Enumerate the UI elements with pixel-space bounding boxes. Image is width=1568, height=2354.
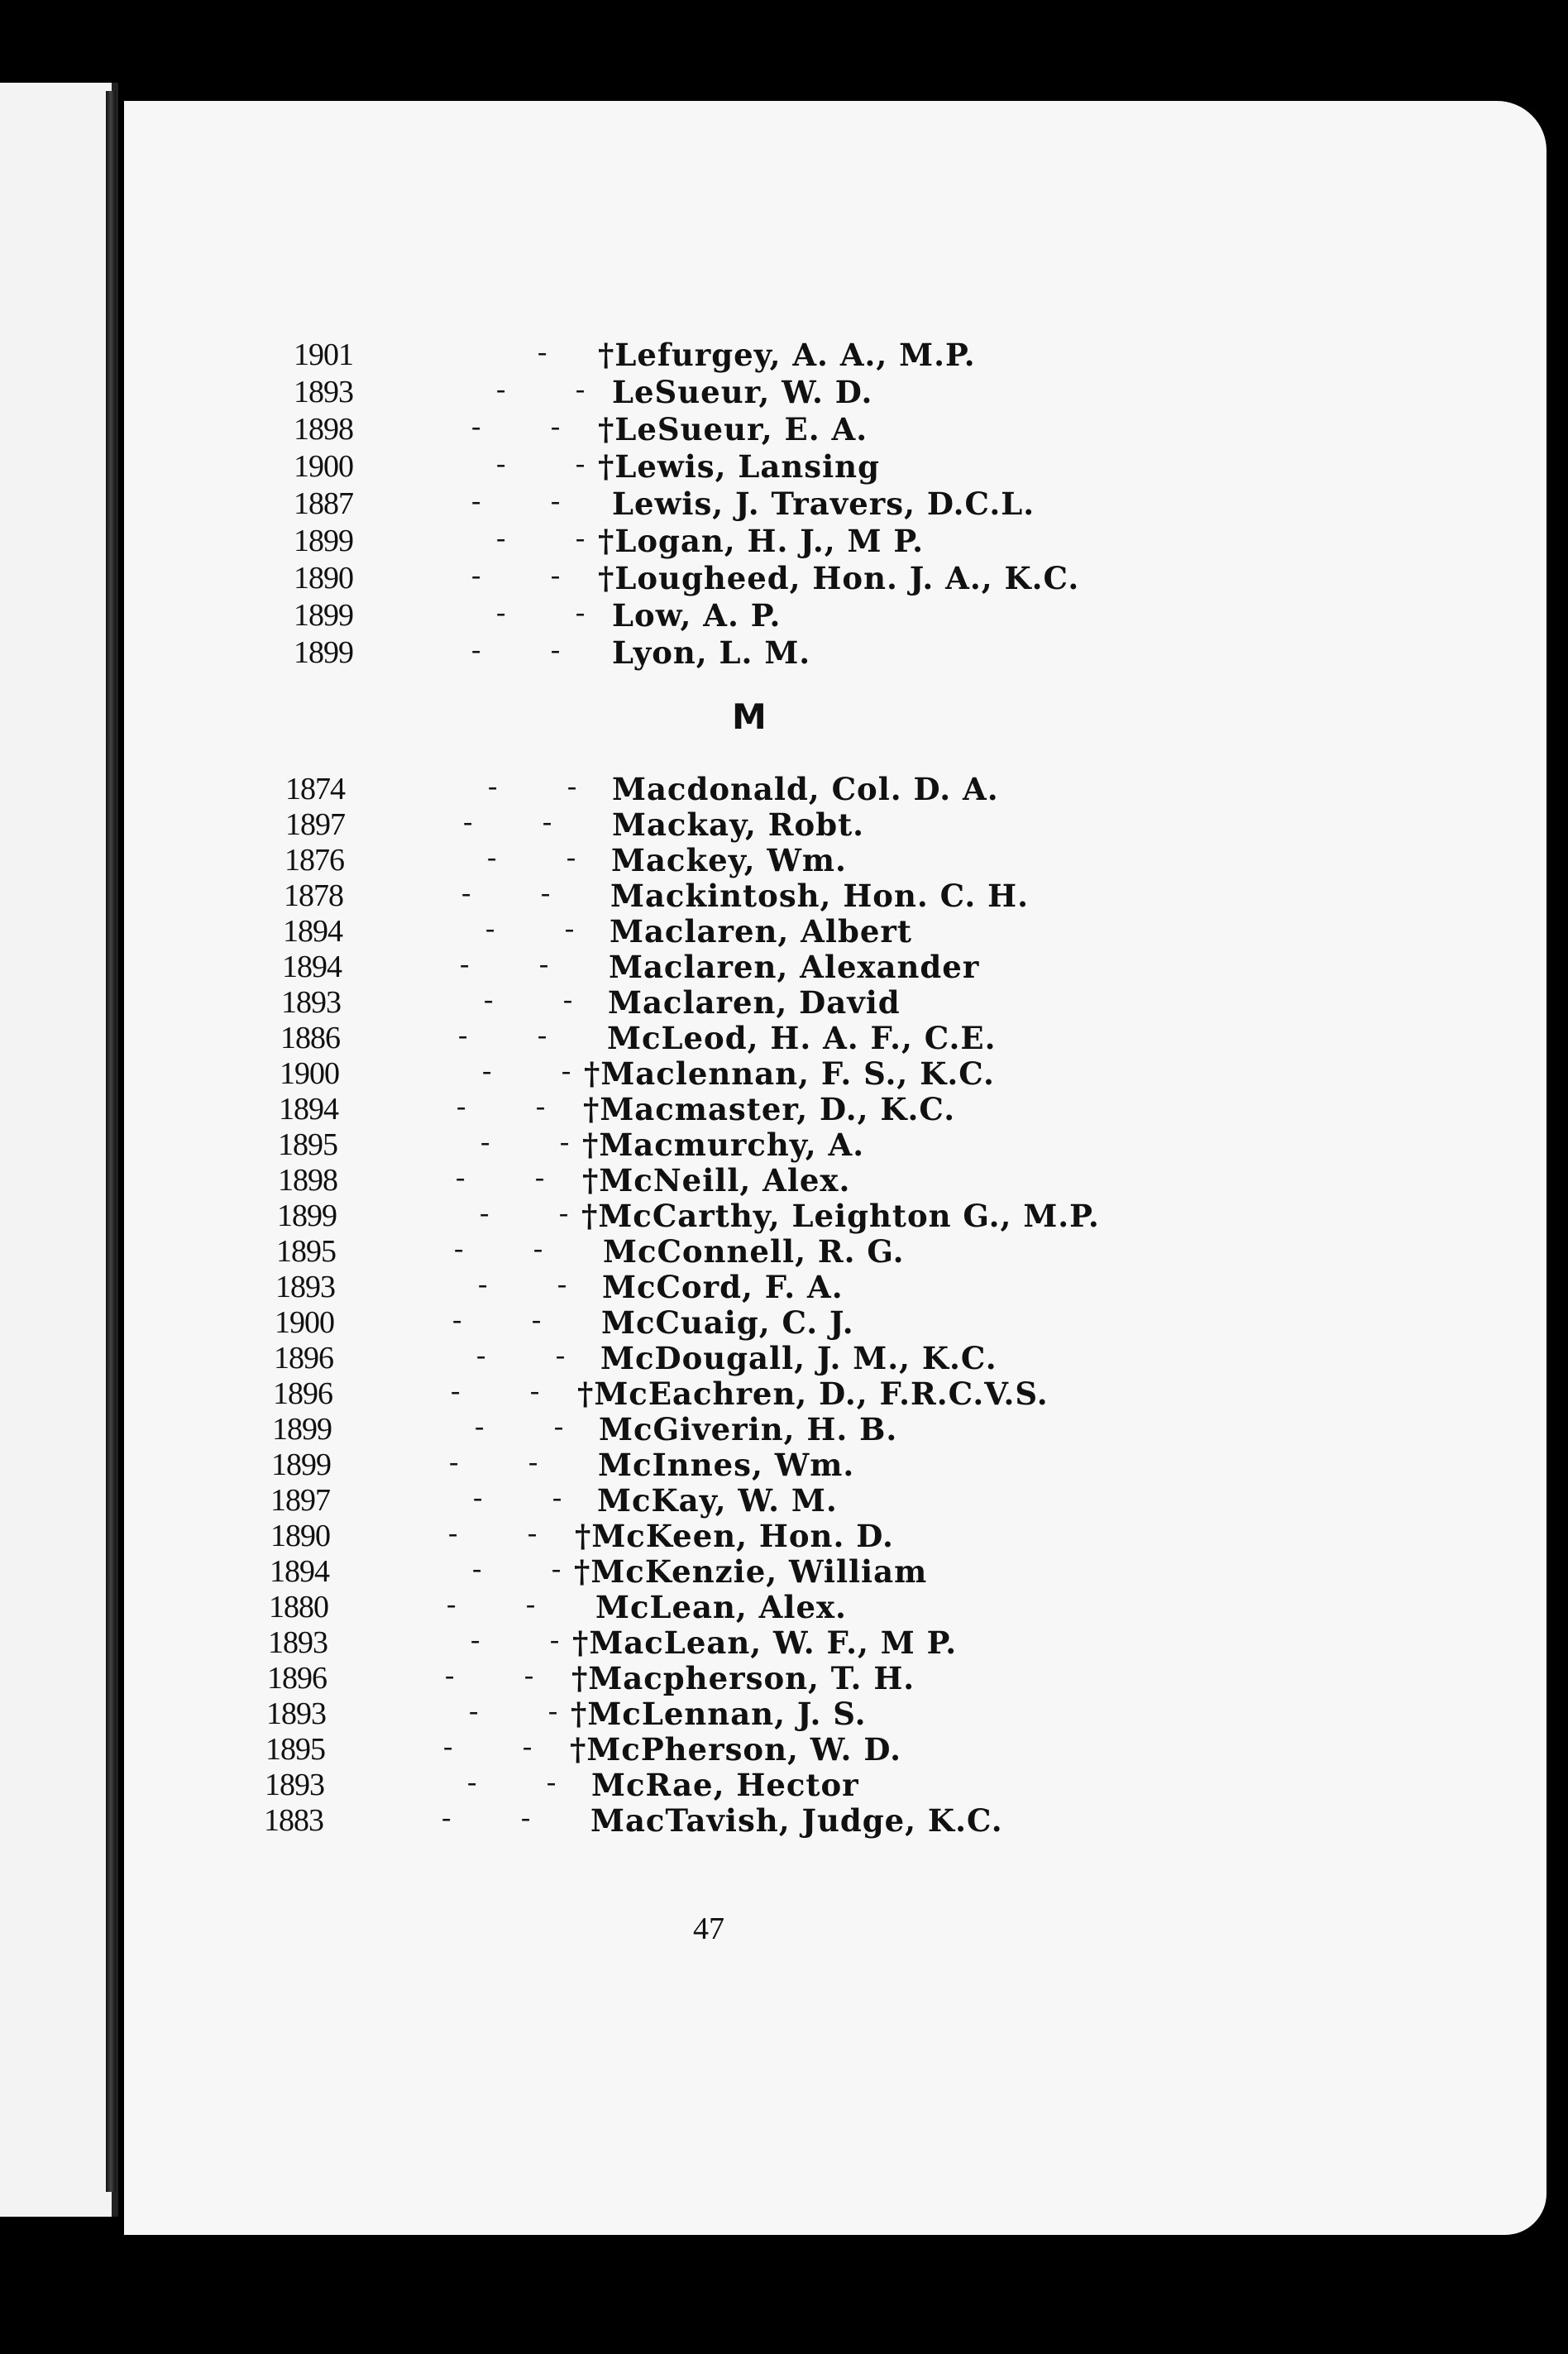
entry-year: 1893 <box>266 1696 326 1731</box>
entry-year: 1893 <box>275 1270 335 1304</box>
entry-name: McDougall, J. M., K.C. <box>600 1340 997 1376</box>
entry-dashes: - - <box>461 878 582 908</box>
entry-dashes: - - <box>487 842 608 873</box>
entry-name: Macdonald, Col. D. A. <box>612 771 999 807</box>
entry-row <box>124 1696 1546 1732</box>
entry-name: †McKenzie, William <box>574 1553 928 1590</box>
entry-year: 1895 <box>276 1234 336 1269</box>
entry-row <box>124 1198 1546 1234</box>
entry-name: †McPherson, W. D. <box>570 1731 901 1768</box>
entry-dashes: - - <box>496 523 617 553</box>
entry-dashes: - - <box>471 560 592 591</box>
entry-year: 1899 <box>294 635 353 670</box>
entry-year: 1886 <box>280 1021 340 1055</box>
entry-dashes: - - <box>478 1269 599 1299</box>
entry-dashes: - - <box>454 1233 575 1264</box>
entry-row <box>124 1802 1546 1839</box>
entry-dashes: - - <box>442 1802 562 1833</box>
entry-row <box>124 771 1546 807</box>
entry-row <box>124 878 1546 914</box>
entry-dashes: - - <box>471 411 592 442</box>
entry-year: 1895 <box>278 1127 337 1162</box>
entry-year: 1890 <box>294 561 353 596</box>
entry-dashes: - - <box>452 1304 573 1335</box>
entry-name: †McKeen, Hon. D. <box>575 1518 894 1554</box>
entry-row <box>124 1162 1546 1199</box>
entry-row <box>124 448 1546 485</box>
entry-dashes: - - <box>456 1162 576 1193</box>
entry-row <box>124 1091 1546 1127</box>
entry-row <box>124 1731 1546 1768</box>
entry-name: †McNeill, Alex. <box>582 1162 851 1199</box>
entry-name: †Macpherson, T. H. <box>571 1660 915 1696</box>
entry-dashes: - - <box>449 1447 570 1477</box>
entry-name: †Lougheed, Hon. J. A., K.C. <box>598 560 1080 596</box>
entry-year: 1899 <box>271 1447 331 1482</box>
entry-name: †McLennan, J. S. <box>571 1696 867 1732</box>
entry-row <box>124 337 1546 373</box>
entry-row <box>124 984 1546 1021</box>
entry-row <box>124 1518 1546 1554</box>
entry-name: Mackay, Robt. <box>612 806 865 843</box>
entry-row <box>124 1660 1546 1696</box>
entry-year: 1897 <box>270 1483 330 1518</box>
entry-year: 1893 <box>265 1768 324 1802</box>
entry-year: 1899 <box>294 524 353 558</box>
entry-row <box>124 374 1546 410</box>
entry-name: LeSueur, W. D. <box>612 374 873 410</box>
entry-year: 1893 <box>294 375 353 409</box>
entry-year: 1894 <box>279 1092 338 1127</box>
entry-name: Lyon, L. M. <box>612 634 811 671</box>
entry-name: McGiverin, H. B. <box>599 1411 898 1447</box>
entry-year: 1896 <box>267 1661 327 1696</box>
entry-row <box>124 1340 1546 1376</box>
entry-name: †Maclennan, F. S., K.C. <box>584 1055 995 1092</box>
entry-row <box>124 486 1546 522</box>
entry-row <box>124 560 1546 596</box>
entry-dashes: - - <box>471 634 592 665</box>
entry-dashes: - - <box>482 1055 603 1086</box>
entry-row <box>124 1447 1546 1483</box>
entry-row <box>124 1482 1546 1519</box>
entry-name: †Lefurgey, A. A., M.P. <box>598 337 976 373</box>
entry-row <box>124 949 1546 985</box>
entry-year: 1878 <box>284 878 343 913</box>
entry-year: 1900 <box>280 1056 339 1091</box>
entry-row <box>124 597 1546 634</box>
entry-name: McRae, Hector <box>591 1767 859 1803</box>
entry-row <box>124 1020 1546 1056</box>
entry-name: Maclaren, Albert <box>610 913 912 950</box>
entry-row <box>124 411 1546 447</box>
entry-dashes: - - <box>460 949 581 979</box>
entry-name: McCuaig, C. J. <box>601 1304 854 1341</box>
entry-dashes: - - <box>469 1696 590 1726</box>
entry-dashes: - - <box>467 1767 588 1797</box>
entry-year: 1894 <box>282 950 342 984</box>
entry-dashes: - - <box>484 984 605 1015</box>
entry-list <box>124 101 1546 2235</box>
entry-year: 1874 <box>285 772 345 806</box>
entry-name: Mackey, Wm. <box>611 842 847 878</box>
entry-row <box>124 913 1546 950</box>
entry-name: McLeod, H. A. F., C.E. <box>607 1020 997 1056</box>
entry-name: McInnes, Wm. <box>598 1447 855 1483</box>
entry-name: McKay, W. M. <box>597 1482 838 1519</box>
entry-row <box>124 1767 1546 1803</box>
entry-year: 1883 <box>264 1803 323 1838</box>
entry-year: 1901 <box>294 337 353 372</box>
entry-year: 1895 <box>265 1732 325 1767</box>
entry-dashes: - - <box>471 1624 591 1655</box>
entry-name: Low, A. P. <box>612 597 782 634</box>
entry-year: 1900 <box>294 449 353 484</box>
entry-name: Maclaren, David <box>608 984 901 1021</box>
entry-dashes: - - <box>476 1340 597 1371</box>
entry-dashes: - - <box>451 1376 571 1406</box>
entry-year: 1898 <box>278 1163 337 1198</box>
entry-row <box>124 1553 1546 1590</box>
entry-year: 1898 <box>294 412 353 447</box>
entry-year: 1900 <box>275 1305 334 1340</box>
entry-row <box>124 634 1546 671</box>
entry-year: 1897 <box>285 807 345 842</box>
entry-dashes: - - <box>458 1020 579 1050</box>
previous-page-edge <box>0 83 118 2217</box>
entry-dashes: - - <box>457 1091 577 1122</box>
entry-name: †Lewis, Lansing <box>598 448 880 485</box>
entry-row <box>124 523 1546 559</box>
entry-dashes: - - <box>480 1198 600 1228</box>
entry-name: McLean, Alex. <box>595 1589 847 1625</box>
entry-name: †LeSueur, E. A. <box>598 411 868 447</box>
entry-name: †Macmaster, D., K.C. <box>583 1091 956 1127</box>
entry-dashes: - - <box>488 771 609 801</box>
page <box>124 101 1546 2235</box>
entry-dashes: - - <box>443 1731 564 1762</box>
section-letter: M <box>732 696 767 737</box>
entry-year: 1893 <box>281 985 341 1020</box>
entry-year: 1887 <box>294 486 353 521</box>
entry-row <box>124 1127 1546 1163</box>
entry-dashes: - - <box>480 1127 601 1157</box>
entry-row <box>124 1411 1546 1447</box>
page-number: 47 <box>693 1911 724 1946</box>
entry-dashes: - - <box>448 1518 569 1548</box>
book-binding <box>106 91 116 2192</box>
entry-dashes: - - <box>445 1660 566 1691</box>
entry-row <box>124 1304 1546 1341</box>
entry-row <box>124 1233 1546 1270</box>
entry-year: 1899 <box>294 598 353 633</box>
entry-year: 1876 <box>284 843 344 878</box>
entry-dashes: - <box>538 337 579 367</box>
entry-dashes: - - <box>475 1411 595 1442</box>
entry-dashes: - - <box>447 1589 567 1620</box>
entry-dashes: - - <box>496 374 617 404</box>
entry-name: McCord, F. A. <box>602 1269 844 1305</box>
entry-name: †Logan, H. J., M P. <box>598 523 924 559</box>
entry-dashes: - - <box>496 597 617 628</box>
entry-year: 1896 <box>273 1376 332 1411</box>
entry-dashes: - - <box>471 486 592 516</box>
entry-row <box>124 1589 1546 1625</box>
entry-name: †McCarthy, Leighton G., M.P. <box>581 1198 1100 1234</box>
entry-dashes: - - <box>496 448 617 479</box>
entry-year: 1896 <box>274 1341 333 1376</box>
entry-year: 1899 <box>272 1412 332 1447</box>
entry-row <box>124 1624 1546 1661</box>
entry-dashes: - - <box>472 1553 593 1584</box>
entry-row <box>124 806 1546 843</box>
entry-dashes: - - <box>473 1482 594 1513</box>
entry-row <box>124 1376 1546 1412</box>
entry-row <box>124 1055 1546 1092</box>
entry-year: 1890 <box>270 1519 330 1553</box>
entry-name: McConnell, R. G. <box>603 1233 905 1270</box>
entry-row <box>124 842 1546 878</box>
entry-year: 1894 <box>283 914 342 949</box>
entry-name: †MacLean, W. F., M P. <box>572 1624 958 1661</box>
entry-year: 1880 <box>269 1590 328 1624</box>
entry-dashes: - - <box>463 806 584 837</box>
entry-year: 1894 <box>270 1554 329 1589</box>
entry-name: MacTavish, Judge, K.C. <box>590 1802 1003 1839</box>
entry-year: 1893 <box>268 1625 327 1660</box>
entry-name: Mackintosh, Hon. C. H. <box>610 878 1030 914</box>
entry-dashes: - - <box>485 913 606 944</box>
entry-name: †Macmurchy, A. <box>582 1127 865 1163</box>
entry-name: Lewis, J. Travers, D.C.L. <box>612 486 1035 522</box>
entry-name: †McEachren, D., F.R.C.V.S. <box>577 1376 1049 1412</box>
entry-name: Maclaren, Alexander <box>609 949 980 985</box>
entry-year: 1899 <box>277 1199 337 1233</box>
entry-row <box>124 1269 1546 1305</box>
